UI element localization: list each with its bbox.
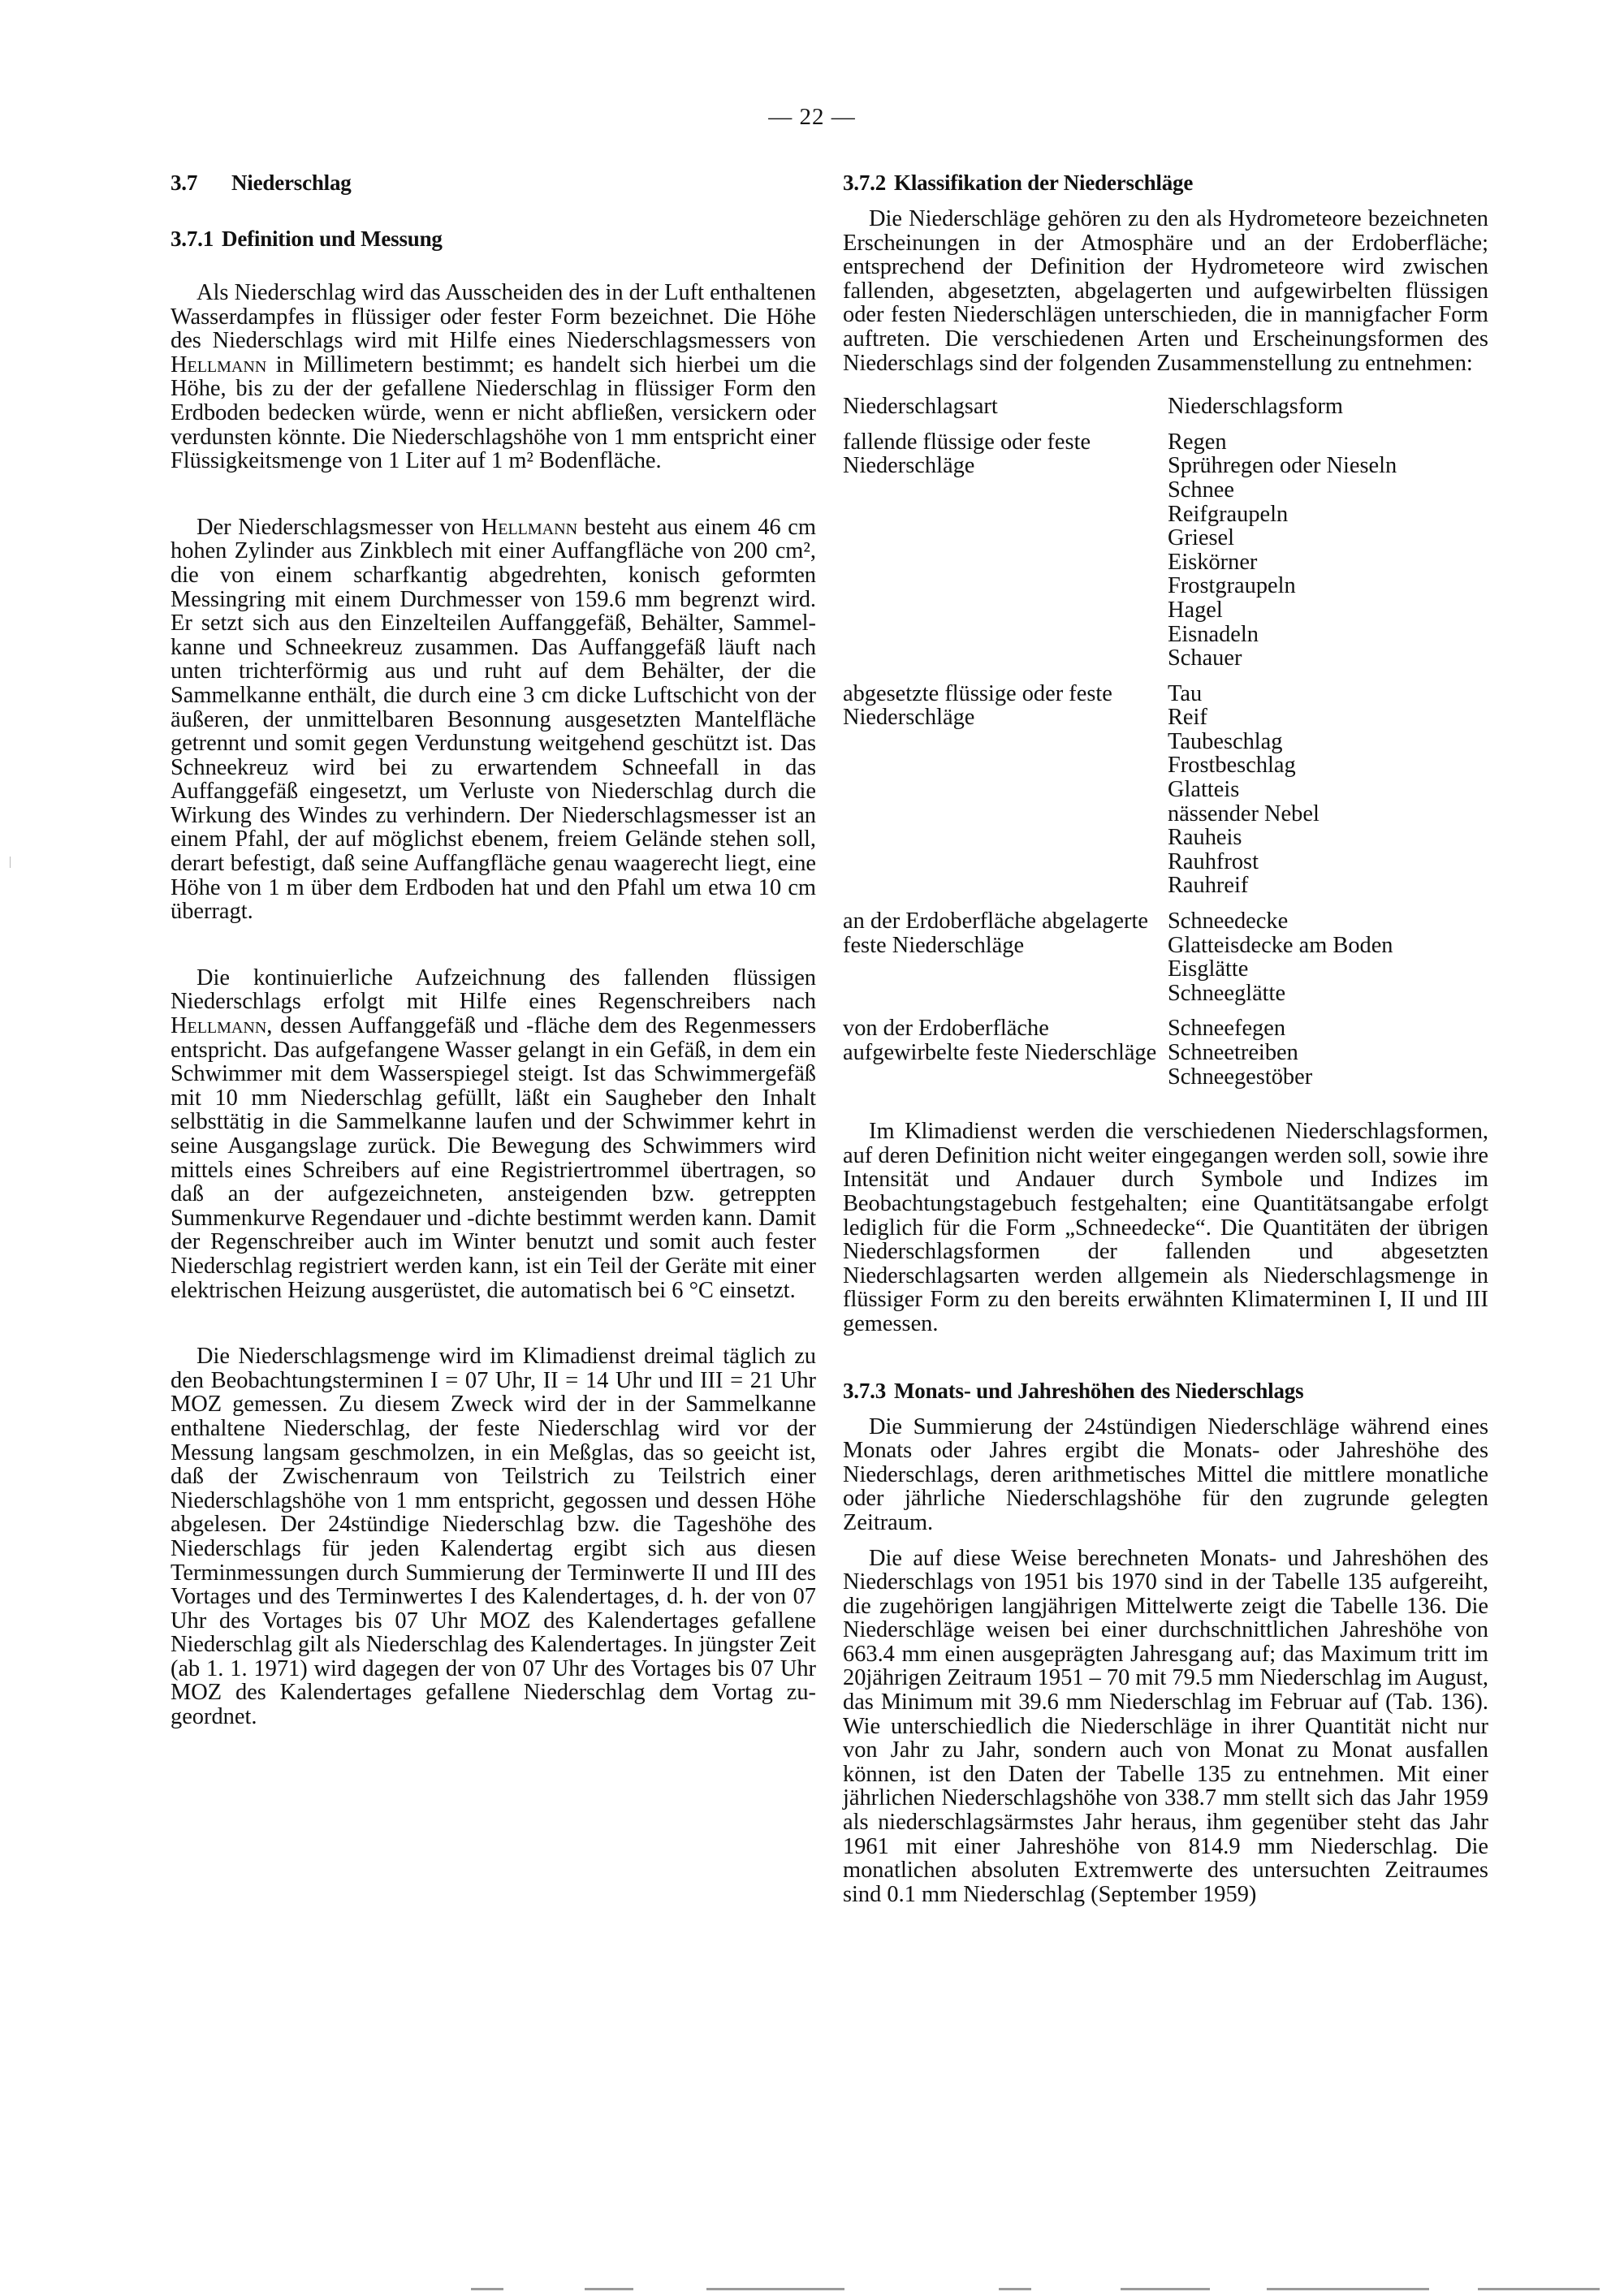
precipitation-forms bbox=[1168, 909, 1488, 1016]
precipitation-form-item: Schauer bbox=[1168, 645, 1242, 671]
precipitation-form-item: Frostbeschlag bbox=[1168, 753, 1296, 779]
precipitation-form-item: Reif bbox=[1168, 705, 1207, 731]
text-run: Die Niederschlagsmenge wird im Klimadienst dreimal täglich zu den Beobachtungsterminen I = 07 Uhr, II = 14 Uhr und III = 21 Uhr MOZ gemessen. Zu diesem Zweck wird der in der Sammelkanne enthaltene Niederschlag, der feste Niederschlag wird vor der Messung langsam geschmolzen, in ein Meßglas, das so geeicht ist, daß der Zwischenraum von Teilstrich zu Teilstrich einer Niederschlagshöhe von 1 mm entspricht, gegossen und dessen Höhe abgelesen. Der 24stündige Niederschlag bzw. die Tageshöhe des Niederschlags für jeden Kalendertag ergibt sich aus diesen Terminmessungen durch Summierung der Terminwerte II und III des Vortages und des Terminwertes I des Kalendertages, d. h. der von 07 Uhr des Vortages bis 07 Uhr MOZ des Kalendertages gefallene Niederschlag gilt als Niederschlag des Kalendertages. In jüngster Zeit (ab 1. 1. 1971) wird dagegen der von 07 Uhr des Vortages bis 07 Uhr MOZ des Kalendertages gefallene Niederschlag dem Vortag zugeordnet. bbox=[171, 1344, 816, 1730]
precipitation-form-item: Schneegestöber bbox=[1168, 1064, 1313, 1090]
classification-table bbox=[843, 395, 1488, 1100]
paragraph-summation: Die Summierung der 24stündigen Niederschläge während eines Monats oder Jahres ergibt die Monats- oder Jahreshöhe des Niederschlags, deren arithmetisches Mittel die mittlere monatliche oder jährliche Niederschlagshöhe für den zugrunde gelegten Zeitraum. bbox=[843, 1413, 1488, 1535]
paragraph-classification-intro: Die Niederschläge gehören zu den als Hydrometeore bezeichneten Erscheinungen in der Atmosphäre und an der Erdoberfläche; entsprechend der Definition der Hydrometeore wird zwischen fallenden, abgesetzten, abgelagerten und aufgewirbelten flüssigen oder festen Niederschlägen unterschieden, die in mannigfacher Form auftreten. Die verschiedenen Arten und Erscheinungsformen des Niederschlags sind der folgenden Zusammenstellung zu entnehmen: bbox=[843, 206, 1488, 376]
precipitation-form-item: Schneeglätte bbox=[1168, 980, 1286, 1006]
section-number: 3.7 bbox=[171, 170, 198, 195]
precipitation-type: von der Erdoberfläche aufgewirbelte feste Niederschläge bbox=[843, 1016, 1157, 1065]
precipitation-form-item: Tau bbox=[1168, 680, 1203, 706]
precipitation-form-item: Taubeschlag bbox=[1168, 728, 1283, 754]
section-title: Monats- und Jahreshöhen des Niederschlags bbox=[894, 1378, 1304, 1403]
section-number: 3.7.1 bbox=[171, 227, 214, 251]
section-title: Niederschlag bbox=[231, 170, 352, 195]
section-heading-3-7 bbox=[171, 170, 816, 196]
paragraph-rain-recorder bbox=[171, 966, 816, 1302]
column-header-art: Niederschlagsart bbox=[843, 394, 998, 420]
author-name: Hellmann bbox=[171, 1013, 267, 1039]
precipitation-form-item: nässender Nebel bbox=[1168, 801, 1320, 826]
section-title: Klassifikation der Niederschläge bbox=[894, 170, 1194, 195]
text-run: Die kontinuierliche Aufzeichnung des fallenden flüssigen Niederschlags erfolgt mit Hilfe eines Regenschreibers nach bbox=[171, 965, 816, 1015]
author-name: Hellmann bbox=[481, 514, 578, 540]
precipitation-forms bbox=[1168, 1016, 1488, 1100]
paragraph-definition bbox=[171, 281, 816, 473]
precipitation-forms bbox=[1168, 430, 1488, 682]
left-column bbox=[171, 170, 816, 1729]
right-column bbox=[843, 170, 1488, 1906]
scan-artifacts bbox=[0, 2288, 1624, 2291]
table-row bbox=[843, 1016, 1488, 1100]
precipitation-form-item: Eisglätte bbox=[1168, 956, 1249, 982]
text-run: in Millimetern bestimmt; es handelt sich hierbei um die Höhe, bis zu der der gefallene Niederschlag in flüssiger Form den Erdboden bedecken würde, wenn er nicht abfließen, versickern oder verdunsten könnte. Die Niederschlagshöhe von 1 mm entspricht einer Flüssigkeitsmenge von 1 Liter auf 1 m² Bodenfläche. bbox=[171, 352, 816, 474]
precipitation-form-item: Rauhreif bbox=[1168, 873, 1249, 899]
author-name: Hellmann bbox=[171, 352, 267, 378]
page-number: — 22 — bbox=[768, 104, 856, 130]
precipitation-form-item: Hagel bbox=[1168, 597, 1223, 623]
text-run: besteht aus einem 46 cm hohen Zylinder aus Zinkblech mit einer Auffangfläche von 200 cm², die von einem scharfkantig abgedrehten, konisch geformten Messingring mit einem Durchmesser von 159.6 mm begrenzt wird. Er setzt sich aus den Einzelteilen Auffanggefäß, Behälter, Sammelkanne und Schneekreuz zusammen. Das Auffanggefäß läuft nach unten trichterförmig aus und ruht auf dem Behälter, der die Sammelkanne enthält, die durch eine 3 cm dicke Luftschicht von der äußeren, der unmittelbaren Besonnung ausgesetzten Mantelfläche getrennt und somit gegen Verdunstung weitgehend geschützt ist. Das Schneekreuz wird bei zu erwartendem Schneefall in das Auffanggefäß eingesetzt, um Verluste von Niederschlag durch die Wirkung des Windes zu verhindern. Der Niederschlagsmesser ist an einem Pfahl, der auf möglichst ebenem, freiem Gelände stehen soll, derart befestigt, daß seine Auffangfläche genau waagerecht liegt, eine Höhe von 1 m über dem Erdboden hat und den Pfahl um etwa 10 cm überragt. bbox=[171, 514, 816, 925]
precipitation-forms bbox=[1168, 682, 1488, 909]
precipitation-form-item: Rauheis bbox=[1168, 825, 1242, 851]
scan-margin-mark bbox=[10, 857, 11, 868]
precipitation-form-item: Schneefegen bbox=[1168, 1016, 1286, 1042]
table-row bbox=[843, 430, 1488, 682]
precipitation-type: abgesetzte flüssige oder feste Niederschläge bbox=[843, 680, 1112, 731]
precipitation-form-item: Frostgraupeln bbox=[1168, 573, 1296, 599]
paragraph-measurement-times bbox=[171, 1344, 816, 1729]
section-number: 3.7.2 bbox=[843, 170, 887, 195]
section-number: 3.7.3 bbox=[843, 1378, 887, 1403]
section-heading-3-7-3 bbox=[843, 1379, 1488, 1404]
table-row bbox=[843, 909, 1488, 1016]
precipitation-form-item: Glatteis bbox=[1168, 777, 1240, 803]
section-title: Definition und Messung bbox=[222, 227, 443, 251]
paragraph-monthly-annual-values: Die auf diese Weise berechneten Monats- und Jahreshöhen des Niederschlags von 1951 bis 1970 sind in der Tabelle 135 aufgereiht, die zugehörigen langjährigen Mittelwerte zeigt die Tabelle 136. Die Niederschläge weisen bei einer durchschnittlichen Jahreshöhe von 663.4 mm einen ausgeprägten Jahresgang auf; das Maximum tritt im 20jährigen Zeitraum 1951 – 70 mit 79.5 mm Niederschlag im August, das Minimum mit 39.6 mm Niederschlag im Februar auf (Tab. 136). Wie unterschiedlich die Niederschläge in ihrer Quantität nicht nur von Jahr zu Jahr, sondern auch von Monat zu Monat ausfallen können, ist den Daten der Tabelle 135 zu entnehmen. Mit einer jährlichen Niederschlagshöhe von 338.7 mm stellt sich das Jahr 1959 als niederschlagsärmstes Jahr heraus, ihm gegenüber steht das Jahr 1961 mit einer Jahreshöhe von 814.9 mm Niederschlag. Die monatlichen absoluten Extremwerte des untersuchten Zeitraumes sind 0.1 mm Niederschlag (September 1959) bbox=[843, 1545, 1488, 1907]
precipitation-form-item: Sprühregen oder Nieseln bbox=[1168, 453, 1397, 479]
precipitation-form-item: Eisnadeln bbox=[1168, 621, 1259, 647]
precipitation-form-item: Regen bbox=[1168, 429, 1227, 455]
text-run: , dessen Auffanggefäß und -fläche dem des Regenmessers entspricht. Das aufgefangene Wasser gelangt in ein Gefäß, in dem ein Schwimmer mit dem Wasserspiegel steigt. Ist das Schwimmergefäß mit 10 mm Niederschlag gefüllt, läßt ein Saugheber den Inhalt selbsttätig in die Sammelkanne laufen und der Schwimmer kehrt in seine Ausgangslage zurück. Die Bewegung des Schwimmers wird mittels eines Schreibers auf eine Registriertrommel übertragen, so daß an der aufgezeichneten, ansteigenden bzw. getreppten Summenkurve Regendauer und -dichte bestimmt werden kann. Damit der Regenschreiber auch im Winter benutzt und somit auch fester Niederschlag registriert werden kann, ist ein Teil der Geräte mit einer elektrischen Heizung ausgerüstet, die automatisch bei 6 °C einsetzt. bbox=[171, 1013, 816, 1303]
table-header-row bbox=[843, 395, 1488, 430]
section-heading-3-7-1 bbox=[171, 227, 816, 252]
section-heading-3-7-2 bbox=[843, 170, 1488, 196]
precipitation-form-item: Schneedecke bbox=[1168, 908, 1289, 934]
table-row bbox=[843, 682, 1488, 909]
precipitation-form-item: Glatteisdecke am Boden bbox=[1168, 932, 1393, 958]
paragraph-gauge-construction bbox=[171, 516, 816, 924]
precipitation-form-item: Schneetreiben bbox=[1168, 1040, 1298, 1065]
precipitation-form-item: Eiskörner bbox=[1168, 549, 1258, 575]
precipitation-type: an der Erdoberfläche abgelagerte feste Niederschläge bbox=[843, 908, 1148, 958]
precipitation-form-item: Schnee bbox=[1168, 477, 1234, 503]
precipitation-form-item: Rauhfrost bbox=[1168, 848, 1259, 874]
precipitation-type: fallende flüssige oder feste Niederschläge bbox=[843, 429, 1091, 479]
text-run: Als Niederschlag wird das Ausscheiden des in der Luft enthaltenen Wasserdampfes in flüssiger oder fester Form bezeichnet. Die Höhe des Niederschlags wird mit Hilfe eines Niederschlagsmessers von bbox=[171, 280, 816, 354]
precipitation-form-item: Griesel bbox=[1168, 525, 1234, 551]
paragraph-klimadienst: Im Klimadienst werden die verschiedenen Niederschlagsformen, auf deren Definition nicht weiter eingegangen werden soll, sowie ihre Intensität und Andauer durch Symbole und Indizes im Beobachtungstagebuch festgehalten; eine Quantitätsangabe erfolgt lediglich für die Form „Schneedecke“. Die Quantitäten der übrigen Niederschlagsformen der fallenden und abgesetzten Niederschlagsarten werden allgemein als Niederschlagsmenge in flüssiger Form zu den bereits erwähnten Klimaterminen I, II und III gemessen. bbox=[843, 1119, 1488, 1336]
column-header-form: Niederschlagsform bbox=[1168, 394, 1344, 420]
text-run: Der Niederschlagsmesser von bbox=[197, 514, 482, 540]
precipitation-form-item: Reifgraupeln bbox=[1168, 501, 1289, 527]
